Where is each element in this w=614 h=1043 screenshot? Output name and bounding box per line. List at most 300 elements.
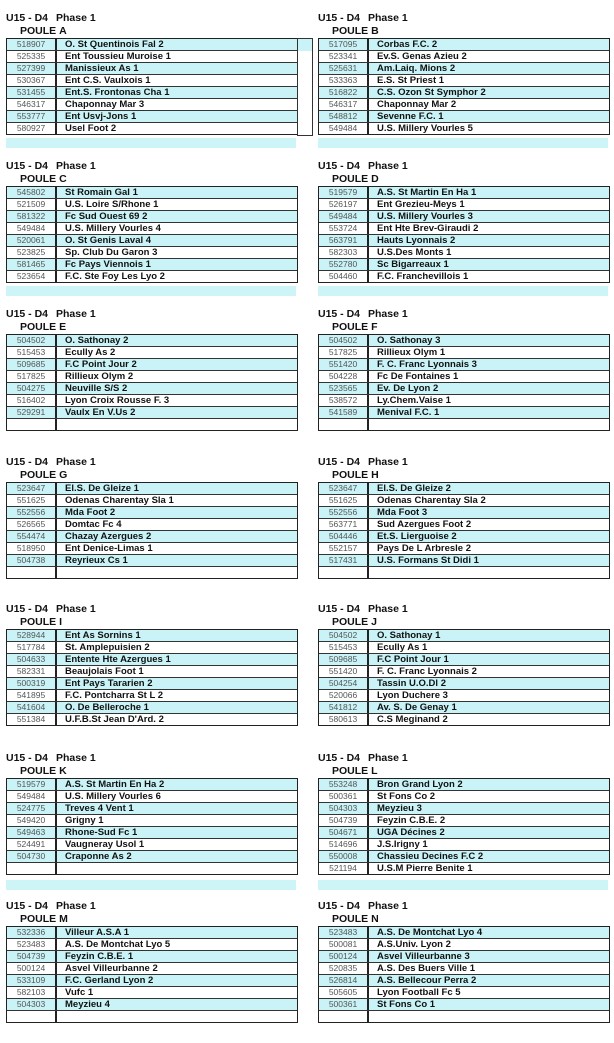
- poule-label: POULE: [332, 765, 369, 777]
- table-row: [7, 87, 297, 99]
- team-code: 517825: [319, 347, 369, 358]
- teams-table: [6, 334, 298, 431]
- phase-label: Phase 1: [368, 752, 408, 764]
- teams-table: [318, 38, 610, 135]
- team-name: Meyzieu 3: [377, 803, 422, 814]
- table-row: [319, 87, 609, 99]
- table-row: [319, 419, 609, 430]
- team-code: 523483: [7, 939, 57, 950]
- poule-subtitle: [20, 765, 67, 777]
- phase-label: Phase 1: [368, 12, 408, 24]
- team-name: A.S.Univ. Lyon 2: [377, 939, 451, 950]
- category-label: U15 - D4: [318, 160, 361, 172]
- team-name: Chassieu Decines F.C 2: [377, 851, 484, 862]
- category-label: U15 - D4: [6, 12, 49, 24]
- phase-label: Phase 1: [56, 160, 96, 172]
- poule-label: POULE: [20, 25, 57, 37]
- team-name: Ent.S. Frontonas Cha 1: [65, 87, 170, 98]
- category-label: U15 - D4: [6, 900, 49, 912]
- team-name: Vaugneray Usol 1: [65, 839, 145, 850]
- phase-label: Phase 1: [56, 12, 96, 24]
- table-row: [7, 630, 297, 642]
- team-code: 509685: [319, 654, 369, 665]
- table-row: [7, 815, 297, 827]
- team-code: 551625: [7, 495, 57, 506]
- team-code: 581322: [7, 211, 57, 222]
- team-name: Am.Laiq. Mions 2: [377, 63, 456, 74]
- team-code: 552157: [319, 543, 369, 554]
- table-row: [319, 702, 609, 714]
- team-name: Fc Sud Ouest 69 2: [65, 211, 148, 222]
- highlight-band: [6, 138, 296, 148]
- table-row: [7, 75, 297, 87]
- table-row: [7, 714, 297, 725]
- table-row: [319, 247, 609, 259]
- poule-title: [6, 603, 96, 615]
- team-name: Ecully As 1: [377, 642, 428, 653]
- table-row: [319, 987, 609, 999]
- table-row: [7, 827, 297, 839]
- team-name: Odenas Charentay Sla 2: [377, 495, 486, 506]
- team-code: 504303: [319, 803, 369, 814]
- team-name: Lyon Duchere 3: [377, 690, 448, 701]
- team-name: Feyzin C.B.E. 1: [65, 951, 134, 962]
- team-code: 521509: [7, 199, 57, 210]
- team-name: Asvel Villeurbanne 2: [65, 963, 158, 974]
- team-name: St Romain Gal 1: [65, 187, 138, 198]
- team-code: 500319: [7, 678, 57, 689]
- team-code: 549484: [7, 223, 57, 234]
- poule-letter: F: [371, 321, 378, 333]
- table-row: [319, 347, 609, 359]
- table-row: [319, 483, 609, 495]
- category-label: U15 - D4: [6, 308, 49, 320]
- table-row: [319, 519, 609, 531]
- poule-label: POULE: [20, 616, 57, 628]
- team-name: Fc De Fontaines 1: [377, 371, 459, 382]
- team-name: Treves 4 Vent 1: [65, 803, 134, 814]
- team-name: U.F.B.St Jean D'Ard. 2: [65, 714, 164, 725]
- team-name: Vaulx En V.Us 2: [65, 407, 136, 418]
- poule-label: POULE: [332, 616, 369, 628]
- team-name: O. Sathonay 1: [377, 630, 441, 641]
- table-row: [7, 371, 297, 383]
- teams-table: [318, 629, 610, 726]
- table-row: [319, 863, 609, 874]
- poule-letter: I: [59, 616, 63, 628]
- table-row: [7, 187, 297, 199]
- team-code: 528944: [7, 630, 57, 641]
- team-code: 551625: [319, 495, 369, 506]
- team-code: 523654: [7, 271, 57, 282]
- team-code: [319, 419, 369, 430]
- table-row: [7, 702, 297, 714]
- category-label: U15 - D4: [6, 752, 49, 764]
- team-code: 552780: [319, 259, 369, 270]
- poule-label: POULE: [332, 25, 369, 37]
- poule-title: [6, 752, 96, 764]
- team-name: Av. S. De Genay 1: [377, 702, 457, 713]
- team-name: U.S. Formans St Didi 1: [377, 555, 479, 566]
- table-row: [7, 247, 297, 259]
- poule-letter: L: [371, 765, 378, 777]
- team-name: Hauts Lyonnais 2: [377, 235, 456, 246]
- table-row: [319, 779, 609, 791]
- team-name: U.S. Millery Vourles 4: [65, 223, 161, 234]
- team-name: Odenas Charentay Sla 1: [65, 495, 174, 506]
- poule-label: POULE: [20, 321, 57, 333]
- table-row: [7, 335, 297, 347]
- table-row: [7, 111, 297, 123]
- category-label: U15 - D4: [318, 752, 361, 764]
- table-row: [7, 531, 297, 543]
- team-name: Reyrieux Cs 1: [65, 555, 128, 566]
- team-code: 548812: [319, 111, 369, 122]
- team-name: Ent Denice-Limas 1: [65, 543, 153, 554]
- table-row: [7, 383, 297, 395]
- team-name: Manissieux As 1: [65, 63, 139, 74]
- table-row: [7, 1011, 297, 1022]
- team-code: 519579: [319, 187, 369, 198]
- team-code: 549420: [7, 815, 57, 826]
- team-name: Sud Azergues Foot 2: [377, 519, 472, 530]
- team-code: [319, 1011, 369, 1022]
- table-row: [319, 839, 609, 851]
- table-row: [319, 223, 609, 235]
- poule-subtitle: [332, 469, 379, 481]
- team-code: 516402: [7, 395, 57, 406]
- team-name: Sp. Club Du Garon 3: [65, 247, 158, 258]
- team-name: Ent Hte Brev-Giraudi 2: [377, 223, 479, 234]
- table-row: [319, 567, 609, 578]
- poule-letter: M: [59, 913, 68, 925]
- team-name: F. C. Franc Lyonnais 2: [377, 666, 477, 677]
- poule-label: POULE: [332, 469, 369, 481]
- teams-table: [318, 926, 610, 1023]
- team-name: Ent Pays Tararien 2: [65, 678, 153, 689]
- table-row: [319, 63, 609, 75]
- team-name: J.S.Irigny 1: [377, 839, 428, 850]
- table-row: [7, 347, 297, 359]
- team-name: [369, 567, 609, 578]
- poule-title: [6, 160, 96, 172]
- poule-letter: G: [59, 469, 68, 481]
- poule-subtitle: [332, 616, 377, 628]
- team-name: Chaponnay Mar 2: [377, 99, 457, 110]
- poule-title: [6, 900, 96, 912]
- phase-label: Phase 1: [56, 308, 96, 320]
- team-code: 500124: [319, 951, 369, 962]
- table-row: [7, 51, 297, 63]
- table-row: [7, 863, 297, 874]
- team-name: Ent C.S. Vaulxois 1: [65, 75, 151, 86]
- team-code: 523825: [7, 247, 57, 258]
- teams-table: [6, 38, 298, 135]
- poule-title: [318, 308, 408, 320]
- team-code: 553724: [319, 223, 369, 234]
- table-row: [7, 567, 297, 578]
- team-code: 541812: [319, 702, 369, 713]
- poule-title: [318, 456, 408, 468]
- category-label: U15 - D4: [318, 456, 361, 468]
- team-name: A.S. St Martin En Ha 2: [65, 779, 165, 790]
- table-row: [319, 927, 609, 939]
- poule-title: [318, 160, 408, 172]
- table-row: [319, 975, 609, 987]
- team-name: F.C Point Jour 1: [377, 654, 449, 665]
- team-code: 563791: [319, 235, 369, 246]
- category-label: U15 - D4: [318, 308, 361, 320]
- team-name: F.C. Franchevillois 1: [377, 271, 469, 282]
- team-code: 582331: [7, 666, 57, 677]
- highlight-band: [318, 138, 608, 148]
- table-row: [7, 975, 297, 987]
- team-code: 518907: [7, 39, 57, 50]
- poule-title: [318, 12, 408, 24]
- teams-table: [318, 186, 610, 283]
- team-name: U.S. Millery Vourles 3: [377, 211, 473, 222]
- team-name: Chaponnay Mar 3: [65, 99, 145, 110]
- table-row: [7, 999, 297, 1011]
- team-code: 517095: [319, 39, 369, 50]
- team-name: Mda Foot 2: [65, 507, 116, 518]
- team-name: E.S. St Priest 1: [377, 75, 445, 86]
- poule-label: POULE: [20, 469, 57, 481]
- table-row: [7, 666, 297, 678]
- team-code: 549484: [7, 791, 57, 802]
- team-code: 504228: [319, 371, 369, 382]
- table-row: [7, 779, 297, 791]
- table-row: [319, 211, 609, 223]
- phase-label: Phase 1: [368, 900, 408, 912]
- table-row: [319, 271, 609, 282]
- team-code: 514696: [319, 839, 369, 850]
- team-name: Ly.Chem.Vaise 1: [377, 395, 451, 406]
- table-row: [7, 851, 297, 863]
- phase-label: Phase 1: [368, 456, 408, 468]
- team-code: 515453: [7, 347, 57, 358]
- team-code: 504254: [319, 678, 369, 689]
- team-name: Neuville S/S 2: [65, 383, 128, 394]
- team-code: 541895: [7, 690, 57, 701]
- team-code: 538572: [319, 395, 369, 406]
- team-name: U.S.Des Monts 1: [377, 247, 452, 258]
- table-row: [7, 359, 297, 371]
- team-name: F. C. Franc Lyonnais 3: [377, 359, 477, 370]
- team-name: Ent Toussieu Muroise 1: [65, 51, 171, 62]
- team-name: Craponne As 2: [65, 851, 132, 862]
- poule-subtitle: [332, 321, 378, 333]
- team-code: 553777: [7, 111, 57, 122]
- team-code: 504275: [7, 383, 57, 394]
- team-code: 504446: [319, 531, 369, 542]
- table-row: [7, 939, 297, 951]
- poule-letter: N: [371, 913, 379, 925]
- poule-title: [6, 456, 96, 468]
- table-row: [319, 999, 609, 1011]
- team-code: 530367: [7, 75, 57, 86]
- table-row: [319, 335, 609, 347]
- table-row: [7, 495, 297, 507]
- team-code: 504502: [319, 335, 369, 346]
- table-row: [7, 690, 297, 702]
- phase-label: Phase 1: [56, 456, 96, 468]
- team-code: 500124: [7, 963, 57, 974]
- team-code: [7, 863, 57, 874]
- team-code: [319, 567, 369, 578]
- highlight-band: [318, 286, 608, 296]
- team-name: [369, 419, 609, 430]
- team-code: 549484: [319, 211, 369, 222]
- team-name: Ent Usvj-Jons 1: [65, 111, 137, 122]
- team-name: Sc Bigarreaux 1: [377, 259, 449, 270]
- poule-subtitle: [20, 616, 62, 628]
- team-name: Domtac Fc 4: [65, 519, 122, 530]
- table-row: [319, 371, 609, 383]
- team-name: Pays De L Arbresle 2: [377, 543, 471, 554]
- table-row: [7, 839, 297, 851]
- team-name: Ent As Sornins 1: [65, 630, 141, 641]
- category-label: U15 - D4: [318, 12, 361, 24]
- team-code: 509685: [7, 359, 57, 370]
- poule-letter: C: [59, 173, 67, 185]
- team-code: 504460: [319, 271, 369, 282]
- table-row: [319, 235, 609, 247]
- team-code: 551384: [7, 714, 57, 725]
- team-code: 515453: [319, 642, 369, 653]
- team-name: [57, 567, 297, 578]
- category-label: U15 - D4: [318, 900, 361, 912]
- team-code: 545802: [7, 187, 57, 198]
- team-name: Tassin U.O.Dl 2: [377, 678, 446, 689]
- team-code: 500081: [319, 939, 369, 950]
- team-code: 504633: [7, 654, 57, 665]
- table-row: [319, 39, 609, 51]
- team-name: Rillieux Olym 2: [65, 371, 134, 382]
- teams-table: [318, 334, 610, 431]
- table-row: [319, 654, 609, 666]
- poule-label: POULE: [20, 913, 57, 925]
- team-code: 533363: [319, 75, 369, 86]
- team-name: U.S.M Pierre Benite 1: [377, 863, 473, 874]
- team-code: 526565: [7, 519, 57, 530]
- phase-label: Phase 1: [368, 603, 408, 615]
- table-row: [319, 827, 609, 839]
- team-code: 525335: [7, 51, 57, 62]
- table-row: [319, 630, 609, 642]
- team-name: Usel Foot 2: [65, 123, 117, 134]
- team-code: 525631: [319, 63, 369, 74]
- poule-subtitle: [332, 765, 378, 777]
- team-code: 541604: [7, 702, 57, 713]
- highlight-band: [6, 880, 296, 890]
- poule-subtitle: [332, 25, 379, 37]
- team-code: 523647: [7, 483, 57, 494]
- table-row: [319, 259, 609, 271]
- teams-table: [318, 482, 610, 579]
- poule-letter: D: [371, 173, 379, 185]
- team-name: Beaujolais Foot 1: [65, 666, 144, 677]
- team-code: 582303: [319, 247, 369, 258]
- team-code: 504502: [319, 630, 369, 641]
- team-name: U.S. Millery Vourles 5: [377, 123, 473, 134]
- table-row: [319, 99, 609, 111]
- phase-label: Phase 1: [56, 603, 96, 615]
- table-row: [7, 271, 297, 282]
- team-code: 505605: [319, 987, 369, 998]
- team-name: F.C. Pontcharra St L 2: [65, 690, 164, 701]
- table-row: [7, 99, 297, 111]
- team-name: Fc Pays Viennois 1: [65, 259, 151, 270]
- table-row: [7, 507, 297, 519]
- team-code: 546317: [319, 99, 369, 110]
- team-code: 520835: [319, 963, 369, 974]
- team-name: A.S. St Martin En Ha 1: [377, 187, 477, 198]
- team-name: Sevenne F.C. 1: [377, 111, 444, 122]
- poule-letter: B: [371, 25, 379, 37]
- table-row: [7, 654, 297, 666]
- table-row: [7, 63, 297, 75]
- table-row: [7, 211, 297, 223]
- table-row: [7, 803, 297, 815]
- poule-subtitle: [332, 913, 379, 925]
- team-code: 504738: [7, 555, 57, 566]
- table-row: [7, 519, 297, 531]
- poule-title: [318, 752, 408, 764]
- table-row: [319, 951, 609, 963]
- table-row: [7, 419, 297, 430]
- phase-label: Phase 1: [368, 308, 408, 320]
- team-name: [369, 1011, 609, 1022]
- team-name: Entente Hte Azergues 1: [65, 654, 171, 665]
- team-name: Mda Foot 3: [377, 507, 428, 518]
- table-row: [7, 395, 297, 407]
- team-code: [7, 419, 57, 430]
- team-name: U.S. Loire S/Rhone 1: [65, 199, 159, 210]
- table-row: [7, 123, 297, 134]
- team-code: 500361: [319, 791, 369, 802]
- table-row: [319, 111, 609, 123]
- team-name: O. De Belleroche 1: [65, 702, 149, 713]
- team-name: A.S. De Montchat Lyo 5: [65, 939, 171, 950]
- table-row: [7, 642, 297, 654]
- poule-label: POULE: [332, 913, 369, 925]
- team-name: Grigny 1: [65, 815, 104, 826]
- category-label: U15 - D4: [6, 456, 49, 468]
- table-row: [7, 407, 297, 419]
- poule-letter: J: [371, 616, 378, 628]
- team-code: 582103: [7, 987, 57, 998]
- team-code: 541589: [319, 407, 369, 418]
- team-name: Bron Grand Lyon 2: [377, 779, 463, 790]
- team-name: O. Sathonay 2: [65, 335, 129, 346]
- team-name: Chazay Azergues 2: [65, 531, 152, 542]
- poule-label: POULE: [332, 321, 369, 333]
- team-name: Rillieux Olym 1: [377, 347, 446, 358]
- team-code: 532336: [7, 927, 57, 938]
- team-name: Menival F.C. 1: [377, 407, 440, 418]
- table-row: [319, 383, 609, 395]
- table-row: [319, 359, 609, 371]
- team-name: [57, 419, 297, 430]
- teams-table: [6, 926, 298, 1023]
- team-name: A.S. Des Buers Ville 1: [377, 963, 476, 974]
- team-code: [7, 567, 57, 578]
- team-code: 500361: [319, 999, 369, 1010]
- team-name: Corbas F.C. 2: [377, 39, 438, 50]
- team-code: 504502: [7, 335, 57, 346]
- table-row: [7, 235, 297, 247]
